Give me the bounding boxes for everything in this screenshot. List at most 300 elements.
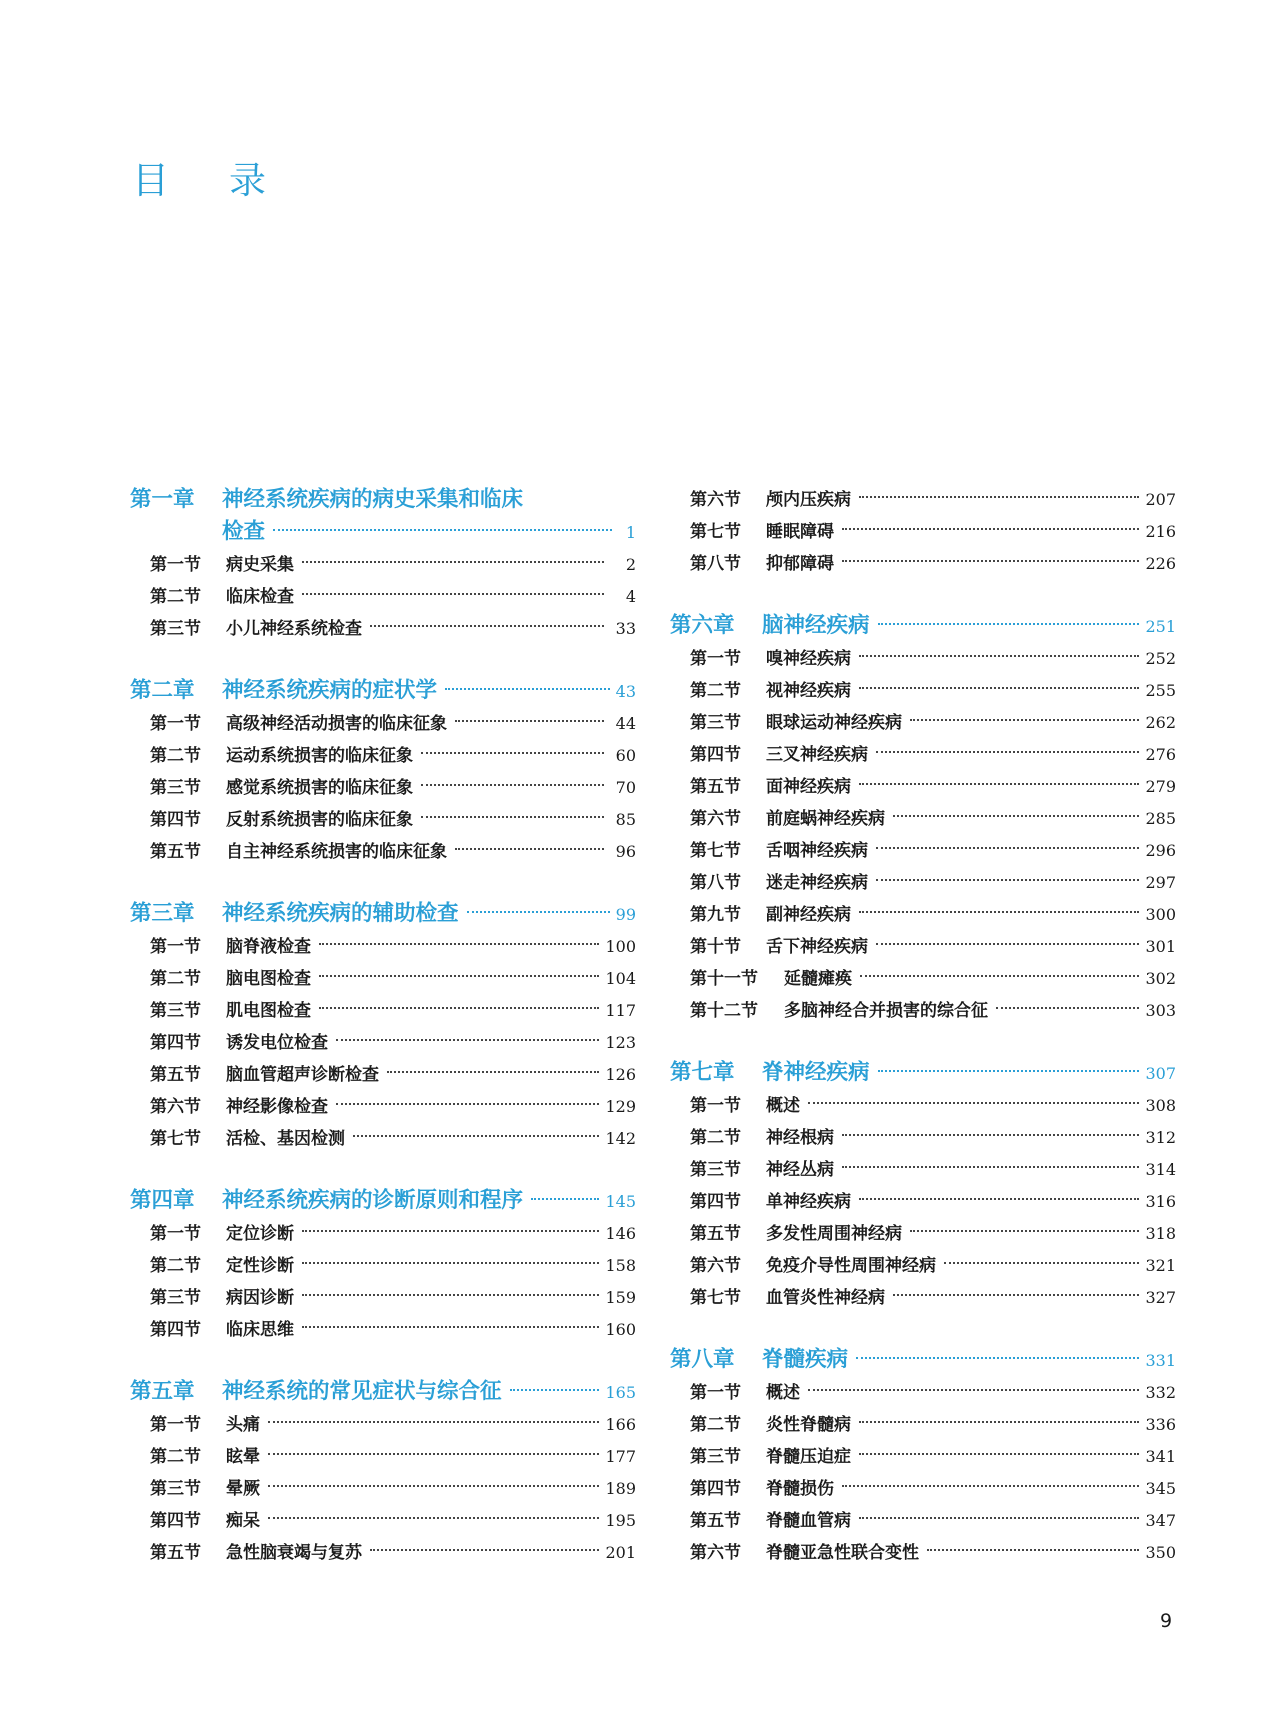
toc-chapter [130, 1376, 636, 1569]
section-page-number: 85 [615, 810, 636, 829]
section-title: 定位诊断 [226, 1224, 294, 1244]
section-page-number: 285 [1145, 809, 1176, 828]
chapter-title-line [762, 1057, 1176, 1090]
section-page-number: 100 [605, 937, 636, 956]
section-title: 概述 [766, 1096, 800, 1116]
page-title [132, 150, 326, 204]
toc-chapter [130, 898, 636, 1155]
section-page-number: 327 [1145, 1288, 1176, 1307]
section-title: 病史采集 [226, 555, 294, 575]
toc-section-entry[interactable] [670, 1409, 1176, 1441]
section-title: 嗅神经疾病 [766, 649, 851, 669]
section-title: 诱发电位检查 [226, 1033, 328, 1053]
toc-section-entry[interactable] [130, 708, 636, 740]
section-page-number: 123 [605, 1033, 636, 1052]
chapter-number: 第五章 [130, 1379, 195, 1404]
dot-leader [302, 1262, 599, 1264]
section-title: 神经丛病 [766, 1160, 834, 1180]
chapter-title-line [222, 675, 636, 708]
section-number: 第一节 [690, 1096, 741, 1116]
section-title: 脊髓亚急性联合变性 [766, 1543, 919, 1563]
chapter-heading[interactable] [130, 484, 636, 549]
section-number: 第四节 [690, 1192, 741, 1212]
chapter-title [762, 1344, 1176, 1377]
section-title: 多发性周围神经病 [766, 1224, 902, 1244]
section-title: 高级神经活动损害的临床征象 [226, 714, 447, 734]
section-number: 第九节 [690, 905, 741, 925]
section-title: 免疫介导性周围神经病 [766, 1256, 936, 1276]
toc-section-entry[interactable] [670, 835, 1176, 867]
section-title: 多脑神经合并损害的综合征 [784, 1001, 988, 1021]
section-number: 第一节 [150, 714, 201, 734]
section-title: 抑郁障碍 [766, 554, 834, 574]
section-number: 第三节 [690, 1160, 741, 1180]
toc-section-entry[interactable] [130, 1314, 636, 1346]
section-title: 晕厥 [226, 1479, 260, 1499]
section-number: 第六节 [150, 1097, 201, 1117]
chapter-number: 第七章 [670, 1060, 735, 1085]
dot-leader [842, 528, 1139, 530]
chapter-page-number: 165 [605, 1383, 636, 1402]
section-page-number: 314 [1145, 1160, 1176, 1179]
section-page-number: 255 [1145, 681, 1176, 700]
section-number: 第六节 [690, 1543, 741, 1563]
section-title: 舌咽神经疾病 [766, 841, 868, 861]
chapter-page-number: 307 [1145, 1064, 1176, 1083]
section-title: 肌电图检查 [226, 1001, 311, 1021]
section-number: 第十节 [690, 937, 741, 957]
chapter-title-line [222, 1185, 636, 1218]
section-page-number: 104 [605, 969, 636, 988]
dot-leader [319, 1007, 599, 1009]
dot-leader [878, 623, 1140, 625]
section-number: 第五节 [690, 777, 741, 797]
dot-leader [370, 1549, 599, 1551]
dot-leader [353, 1135, 599, 1137]
dot-leader [455, 848, 604, 850]
chapter-number: 第八章 [670, 1347, 735, 1372]
section-number: 第三节 [150, 1001, 201, 1021]
dot-leader [268, 1485, 599, 1487]
dot-leader [510, 1389, 600, 1391]
chapter-title [222, 675, 636, 708]
toc-chapter [130, 1185, 636, 1346]
section-number: 第五节 [690, 1224, 741, 1244]
dot-leader [268, 1453, 599, 1455]
section-number: 第一节 [690, 1383, 741, 1403]
section-page-number: 146 [605, 1224, 636, 1243]
toc-section-entry[interactable] [670, 484, 1176, 516]
section-number: 第四节 [150, 1320, 201, 1340]
section-title: 舌下神经疾病 [766, 937, 868, 957]
section-number: 第四节 [690, 1479, 741, 1499]
section-number: 第一节 [150, 1224, 201, 1244]
section-title: 单神经疾病 [766, 1192, 851, 1212]
toc-section-entry[interactable] [130, 613, 636, 645]
section-title: 急性脑衰竭与复苏 [226, 1543, 362, 1563]
toc-section-entry[interactable] [670, 675, 1176, 707]
dot-leader [455, 720, 604, 722]
page-number: 9 [1160, 1610, 1173, 1632]
section-title: 副神经疾病 [766, 905, 851, 925]
toc-section-entry[interactable] [670, 1250, 1176, 1282]
dot-leader [944, 1262, 1139, 1264]
toc-section-entry[interactable] [130, 836, 636, 868]
chapter-title-line [762, 610, 1176, 643]
toc-section-entry[interactable] [670, 1090, 1176, 1122]
section-number: 第六节 [690, 809, 741, 829]
toc-chapter [670, 1057, 1176, 1314]
toc-section-entry[interactable] [130, 1282, 636, 1314]
chapter-title [222, 1185, 636, 1218]
toc-section-entry[interactable] [670, 867, 1176, 899]
section-number: 第五节 [150, 1543, 201, 1563]
toc-section-entry[interactable] [670, 963, 1176, 995]
dot-leader [268, 1421, 599, 1423]
section-page-number: 189 [605, 1479, 636, 1498]
section-title: 临床思维 [226, 1320, 294, 1340]
toc-section-entry[interactable] [130, 1059, 636, 1091]
toc-section-entry[interactable] [670, 771, 1176, 803]
section-number: 第十一节 [690, 969, 758, 989]
toc-left-column [130, 484, 636, 1599]
chapter-title-line [222, 1376, 636, 1409]
section-page-number: 44 [615, 714, 636, 733]
section-page-number: 159 [605, 1288, 636, 1307]
chapter-title-text: 神经系统疾病的辅助检查 [222, 901, 459, 926]
dot-leader [531, 1198, 599, 1200]
chapter-title-text: 神经系统疾病的病史采集和临床 [222, 487, 524, 512]
section-page-number: 279 [1145, 777, 1176, 796]
section-page-number: 347 [1145, 1511, 1176, 1530]
dot-leader [302, 1230, 599, 1232]
dot-leader [859, 687, 1139, 689]
section-title: 感觉系统损害的临床征象 [226, 778, 413, 798]
chapter-heading[interactable] [130, 898, 636, 931]
section-number: 第一节 [690, 649, 741, 669]
section-number: 第二节 [690, 681, 741, 701]
toc-section-entry[interactable] [670, 739, 1176, 771]
toc-section-entry[interactable] [670, 803, 1176, 835]
toc-section-entry[interactable] [670, 707, 1176, 739]
dot-leader [860, 975, 1139, 977]
toc-section-entry[interactable] [670, 1377, 1176, 1409]
section-page-number: 276 [1145, 745, 1176, 764]
toc-chapter [670, 610, 1176, 1027]
section-title: 迷走神经疾病 [766, 873, 868, 893]
section-number: 第三节 [150, 619, 201, 639]
toc-section-entry[interactable] [130, 1441, 636, 1473]
toc-section-entry[interactable] [130, 581, 636, 613]
chapter-heading[interactable] [130, 1185, 636, 1218]
section-title: 小儿神经系统检查 [226, 619, 362, 639]
section-number: 第二节 [690, 1128, 741, 1148]
section-number: 第一节 [150, 555, 201, 575]
section-page-number: 300 [1145, 905, 1176, 924]
chapter-page-number: 145 [605, 1192, 636, 1211]
toc-section-entry[interactable] [130, 1123, 636, 1155]
section-number: 第十二节 [690, 1001, 758, 1021]
section-page-number: 158 [605, 1256, 636, 1275]
section-page-number: 316 [1145, 1192, 1176, 1211]
chapter-title-text: 神经系统疾病的诊断原则和程序 [222, 1188, 524, 1213]
chapter-heading[interactable] [670, 1057, 1176, 1090]
dot-leader [302, 1326, 599, 1328]
toc-section-entry[interactable] [130, 1409, 636, 1441]
section-page-number: 201 [605, 1543, 636, 1562]
toc-section-entry[interactable] [130, 1505, 636, 1537]
section-number: 第二节 [150, 969, 201, 989]
section-number: 第一节 [150, 937, 201, 957]
chapter-number: 第六章 [670, 613, 735, 638]
dot-leader [893, 815, 1139, 817]
toc-section-entry[interactable] [670, 1122, 1176, 1154]
section-title: 痴呆 [226, 1511, 260, 1531]
toc-section-entry[interactable] [130, 931, 636, 963]
dot-leader [387, 1071, 599, 1073]
section-number: 第七节 [690, 841, 741, 861]
toc-section-entry[interactable] [670, 995, 1176, 1027]
section-title: 运动系统损害的临床征象 [226, 746, 413, 766]
section-page-number: 308 [1145, 1096, 1176, 1115]
dot-leader [878, 1070, 1140, 1072]
section-number: 第八节 [690, 873, 741, 893]
toc-section-entry[interactable] [130, 772, 636, 804]
dot-leader [859, 783, 1139, 785]
section-number: 第四节 [150, 1511, 201, 1531]
section-number: 第二节 [150, 746, 201, 766]
dot-leader [302, 1294, 599, 1296]
section-number: 第七节 [690, 522, 741, 542]
section-number: 第二节 [150, 587, 201, 607]
chapter-title-line [222, 516, 636, 549]
toc-section-entry[interactable] [130, 995, 636, 1027]
section-number: 第七节 [150, 1129, 201, 1149]
toc-section-entry[interactable] [670, 1537, 1176, 1569]
dot-leader [910, 719, 1139, 721]
dot-leader [876, 879, 1139, 881]
dot-leader [859, 911, 1139, 913]
chapter-title-line [762, 1344, 1176, 1377]
section-page-number: 70 [615, 778, 636, 797]
section-number: 第二节 [150, 1447, 201, 1467]
section-number: 第五节 [150, 1065, 201, 1085]
section-title: 三叉神经疾病 [766, 745, 868, 765]
toc-section-entry[interactable] [130, 1091, 636, 1123]
section-page-number: 350 [1145, 1543, 1176, 1562]
chapter-page-number: 251 [1145, 617, 1176, 636]
toc-section-entry[interactable] [670, 1473, 1176, 1505]
section-page-number: 195 [605, 1511, 636, 1530]
section-title: 面神经疾病 [766, 777, 851, 797]
section-title: 脑电图检查 [226, 969, 311, 989]
chapter-number: 第四章 [130, 1188, 195, 1213]
section-page-number: 166 [605, 1415, 636, 1434]
section-page-number: 336 [1145, 1415, 1176, 1434]
section-number: 第四节 [690, 745, 741, 765]
chapter-title-text: 脊神经疾病 [762, 1060, 870, 1085]
chapter-heading[interactable] [670, 610, 1176, 643]
dot-leader [268, 1517, 599, 1519]
chapter-page-number: 331 [1145, 1351, 1176, 1370]
section-number: 第三节 [690, 713, 741, 733]
dot-leader [370, 625, 604, 627]
dot-leader [859, 1453, 1139, 1455]
section-number: 第三节 [150, 1288, 201, 1308]
section-title: 定性诊断 [226, 1256, 294, 1276]
toc-section-entry[interactable] [670, 516, 1176, 548]
continued-sections [670, 484, 1176, 580]
section-page-number: 60 [615, 746, 636, 765]
section-number: 第一节 [150, 1415, 201, 1435]
section-page-number: 142 [605, 1129, 636, 1148]
toc-section-entry[interactable] [670, 1441, 1176, 1473]
dot-leader [445, 688, 610, 690]
chapter-page-number: 43 [615, 682, 636, 701]
dot-leader [876, 847, 1139, 849]
dot-leader [859, 1421, 1139, 1423]
toc-section-entry[interactable] [670, 1186, 1176, 1218]
dot-leader [842, 560, 1139, 562]
section-number: 第五节 [690, 1511, 741, 1531]
chapter-heading[interactable] [670, 1344, 1176, 1377]
toc-chapter [130, 675, 636, 868]
toc-section-entry[interactable] [670, 899, 1176, 931]
section-page-number: 4 [625, 587, 636, 606]
section-number: 第二节 [690, 1415, 741, 1435]
section-title: 病因诊断 [226, 1288, 294, 1308]
section-number: 第六节 [690, 1256, 741, 1276]
section-page-number: 126 [605, 1065, 636, 1084]
dot-leader [859, 655, 1139, 657]
toc-section-entry[interactable] [130, 1027, 636, 1059]
dot-leader [336, 1039, 599, 1041]
section-page-number: 341 [1145, 1447, 1176, 1466]
dot-leader [910, 1230, 1139, 1232]
dot-leader [421, 816, 604, 818]
section-title: 前庭蜗神经疾病 [766, 809, 885, 829]
dot-leader [842, 1485, 1139, 1487]
chapter-title-text: 脊髓疾病 [762, 1347, 849, 1372]
section-title: 炎性脊髓病 [766, 1415, 851, 1435]
section-number: 第七节 [690, 1288, 741, 1308]
dot-leader [876, 943, 1139, 945]
chapter-title-text: 神经系统疾病的症状学 [222, 678, 438, 703]
page-title-char-2: 录 [229, 159, 326, 202]
section-page-number: 345 [1145, 1479, 1176, 1498]
dot-leader [859, 496, 1139, 498]
toc-section-entry[interactable] [670, 931, 1176, 963]
chapter-title-text: 神经系统的常见症状与综合征 [222, 1379, 502, 1404]
chapter-number: 第三章 [130, 901, 195, 926]
section-page-number: 117 [605, 1001, 636, 1020]
chapter-title [222, 484, 636, 549]
toc-section-entry[interactable] [670, 1282, 1176, 1314]
section-page-number: 312 [1145, 1128, 1176, 1147]
toc-section-entry[interactable] [670, 1154, 1176, 1186]
section-title: 概述 [766, 1383, 800, 1403]
section-page-number: 160 [605, 1320, 636, 1339]
chapter-title [222, 1376, 636, 1409]
section-title: 脑脊液检查 [226, 937, 311, 957]
section-number: 第二节 [150, 1256, 201, 1276]
section-page-number: 226 [1145, 554, 1176, 573]
toc-section-entry[interactable] [130, 549, 636, 581]
section-page-number: 321 [1145, 1256, 1176, 1275]
page-title-char-1: 目 [132, 159, 229, 202]
chapter-title-line [222, 898, 636, 931]
section-title: 视神经疾病 [766, 681, 851, 701]
chapter-page-number: 1 [625, 523, 636, 542]
toc-section-entry[interactable] [670, 548, 1176, 580]
dot-leader [273, 529, 612, 531]
dot-leader [927, 1549, 1139, 1551]
dot-leader [302, 593, 604, 595]
chapter-page-number: 99 [615, 905, 636, 924]
toc-section-entry[interactable] [670, 1505, 1176, 1537]
toc-section-entry[interactable] [130, 1218, 636, 1250]
section-number: 第三节 [150, 1479, 201, 1499]
section-title: 神经影像检查 [226, 1097, 328, 1117]
toc-section-entry[interactable] [130, 1250, 636, 1282]
toc-section-entry[interactable] [130, 804, 636, 836]
section-page-number: 303 [1145, 1001, 1176, 1020]
section-title: 眼球运动神经疾病 [766, 713, 902, 733]
dot-leader [876, 751, 1139, 753]
chapter-heading[interactable] [130, 675, 636, 708]
dot-leader [421, 784, 604, 786]
dot-leader [302, 561, 604, 563]
dot-leader [842, 1134, 1139, 1136]
toc-section-entry[interactable] [130, 740, 636, 772]
section-number: 第四节 [150, 810, 201, 830]
section-page-number: 262 [1145, 713, 1176, 732]
section-page-number: 2 [625, 555, 636, 574]
section-number: 第三节 [150, 778, 201, 798]
section-title: 睡眠障碍 [766, 522, 834, 542]
section-number: 第六节 [690, 490, 741, 510]
section-page-number: 318 [1145, 1224, 1176, 1243]
section-page-number: 332 [1145, 1383, 1176, 1402]
section-page-number: 33 [615, 619, 636, 638]
toc-section-entry[interactable] [130, 1537, 636, 1569]
chapter-heading[interactable] [130, 1376, 636, 1409]
dot-leader [808, 1389, 1139, 1391]
chapter-number: 第二章 [130, 678, 195, 703]
section-title: 血管炎性神经病 [766, 1288, 885, 1308]
dot-leader [893, 1294, 1139, 1296]
section-title: 头痛 [226, 1415, 260, 1435]
toc-section-entry[interactable] [130, 1473, 636, 1505]
toc-section-entry[interactable] [670, 643, 1176, 675]
section-page-number: 207 [1145, 490, 1176, 509]
section-page-number: 301 [1145, 937, 1176, 956]
dot-leader [859, 1198, 1139, 1200]
section-title: 脑血管超声诊断检查 [226, 1065, 379, 1085]
dot-leader [856, 1357, 1139, 1359]
section-page-number: 297 [1145, 873, 1176, 892]
toc-chapter [670, 1344, 1176, 1569]
section-number: 第五节 [150, 842, 201, 862]
chapter-title-text: 脑神经疾病 [762, 613, 870, 638]
dot-leader [319, 975, 599, 977]
dot-leader [421, 752, 604, 754]
toc-section-entry[interactable] [670, 1218, 1176, 1250]
toc-section-entry[interactable] [130, 963, 636, 995]
section-page-number: 96 [615, 842, 636, 861]
section-page-number: 302 [1145, 969, 1176, 988]
toc-right-column [670, 484, 1176, 1599]
